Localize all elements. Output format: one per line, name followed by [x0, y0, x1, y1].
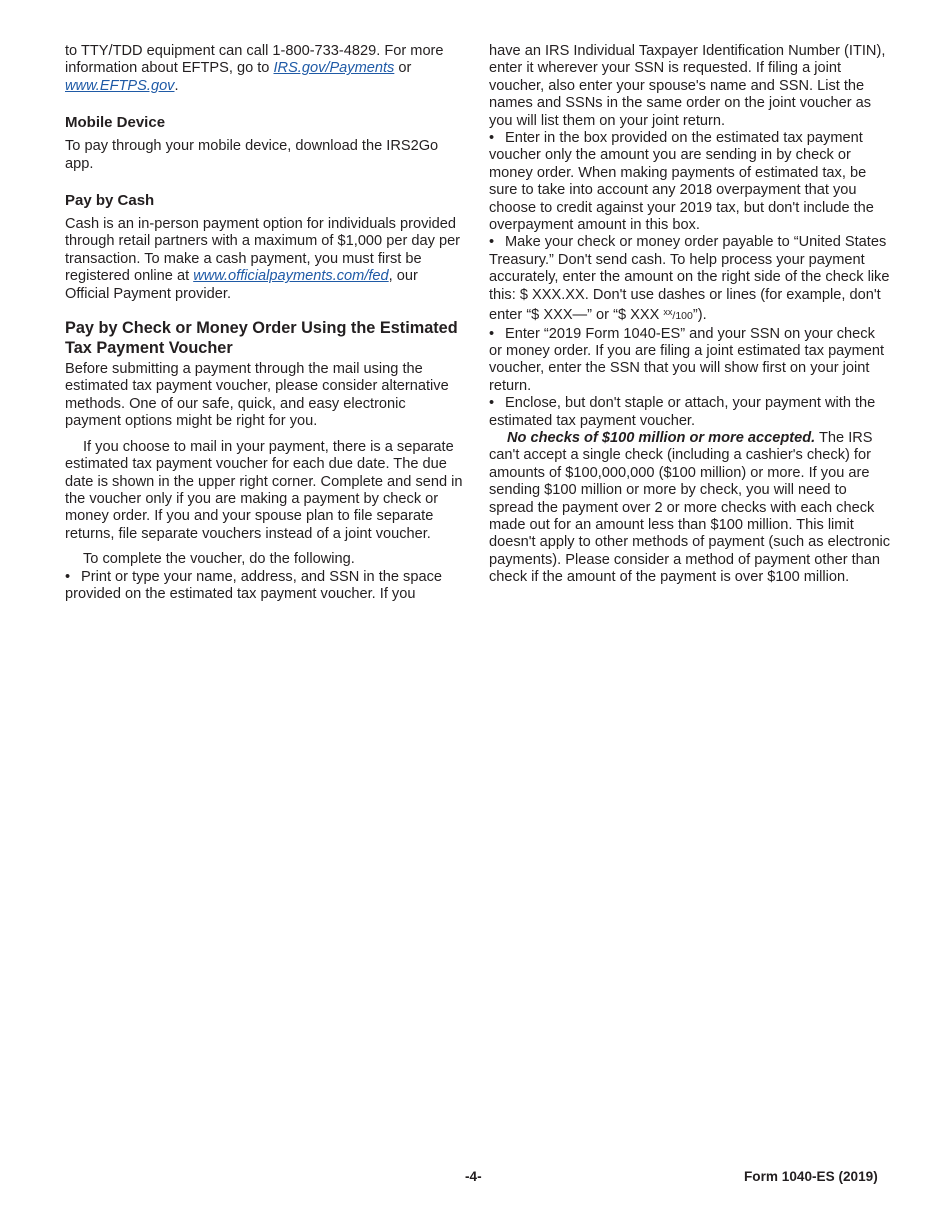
mobile-device-heading: Mobile Device [65, 114, 166, 132]
bullet-icon: • [489, 395, 495, 412]
voucher-bullet-5: • Enclose, but don't staple or attach, your payment with the estimated tax payment voucher. [489, 395, 876, 429]
pay-by-cash-paragraph: Cash is an in-person payment option for individuals provided through retail partners with a maximum of $1,000 per day per transaction. To make a cash payment, you must first be registered online at www.officialpayments.com/fed, our Official Payment provider. [65, 216, 461, 302]
page-number: -4- [465, 1169, 482, 1184]
check-paragraph-2: If you choose to mail in your payment, there is a separate estimated tax payment voucher for each due date. The due date is shown in the upper right corner. Complete and send in the voucher only if you are making a payment by check or money order. If you and your spouse plan to file separate returns, file separate vouchers instead of a joint voucher. [65, 438, 463, 542]
eftps-link[interactable]: www.EFTPS.gov [65, 77, 175, 94]
check-paragraph-3: To complete the voucher, do the following. [83, 551, 355, 568]
mobile-device-paragraph: To pay through your mobile device, download the IRS2Go app. [65, 138, 439, 172]
voucher-bullet-1: • Print or type your name, address, and SSN in the space provided on the estimated tax payment voucher. If you [65, 568, 442, 602]
eftps-paragraph: to TTY/TDD equipment can call 1-800-733-4829. For more information about EFTPS, go to IRS.gov/Payments or www.EFTPS.gov. [65, 43, 444, 94]
bullet-icon: • [65, 568, 71, 585]
fraction-slash: / [672, 310, 676, 323]
bullet-icon: • [489, 130, 495, 147]
form-identifier: Form 1040-ES (2019) [744, 1169, 878, 1184]
pay-by-cash-heading: Pay by Cash [65, 192, 155, 210]
voucher-bullet-2: • Enter in the box provided on the estimated tax payment voucher only the amount you are sending in by check or money order. When making payments of estimated tax, be sure to take into account any 2018 overpayment that you choose to credit against your 2019 tax, but don't include the overpayment amount in this box. [489, 130, 874, 234]
pay-by-check-heading: Pay by Check or Money Order Using the Estimated Tax Payment Voucher [65, 319, 458, 358]
no-checks-run-in-heading: No checks of $100 million or more accepted. [507, 429, 816, 446]
bullet-icon: • [489, 325, 495, 342]
bullet-icon: • [489, 234, 495, 251]
no-checks-paragraph: No checks of $100 million or more accepted. The IRS can't accept a single check (including a cashier's check) for amounts of $100,000,000 ($100 million) or more. If you are sending $100 million or more by check, you will need to spread the payment over 2 or more checks with each check made out for an amount less than $100 million. This limit doesn't apply to other methods of payment (such as electronic payments). Please consider a method of payment other than check if the amount of the payment is over $100 million. [489, 429, 891, 586]
official-payments-link[interactable]: www.officialpayments.com/fed [193, 268, 389, 285]
check-paragraph-1: Before submitting a payment through the mail using the estimated tax payment voucher, please consider alternative methods. One of our safe, quick, and easy electronic payment options might be right for you. [65, 361, 449, 430]
voucher-bullet-1-continued: have an IRS Individual Taxpayer Identification Number (ITIN), enter it wherever your SSN is requested. If filing a joint voucher, also enter your spouse's name and SSN. List the names and SSNs in the same order on the joint voucher as you will list them on your joint return. [489, 43, 886, 129]
right-column [489, 43, 891, 587]
fraction-numerator: xx [663, 307, 673, 318]
voucher-bullet-4: • Enter “2019 Form 1040-ES” and your SSN on your check or money order. If you are filing a joint estimated tax payment voucher, enter the SSN that you will show first on your joint return. [489, 325, 885, 394]
voucher-bullet-3: • Make your check or money order payable to “United States Treasury.” Don't send cash. To help process your payment accurately, enter the amount on the right side of the check like this: $ XXX.XX. Don't use dashes or lines (for example, don't enter “$ XXX—” or “$ XXX $^{xx}$/100”). [489, 234, 890, 324]
fraction-denominator: 100 [675, 310, 693, 323]
irs-payments-link[interactable]: IRS.gov/Payments [273, 60, 395, 77]
left-column [65, 43, 465, 603]
